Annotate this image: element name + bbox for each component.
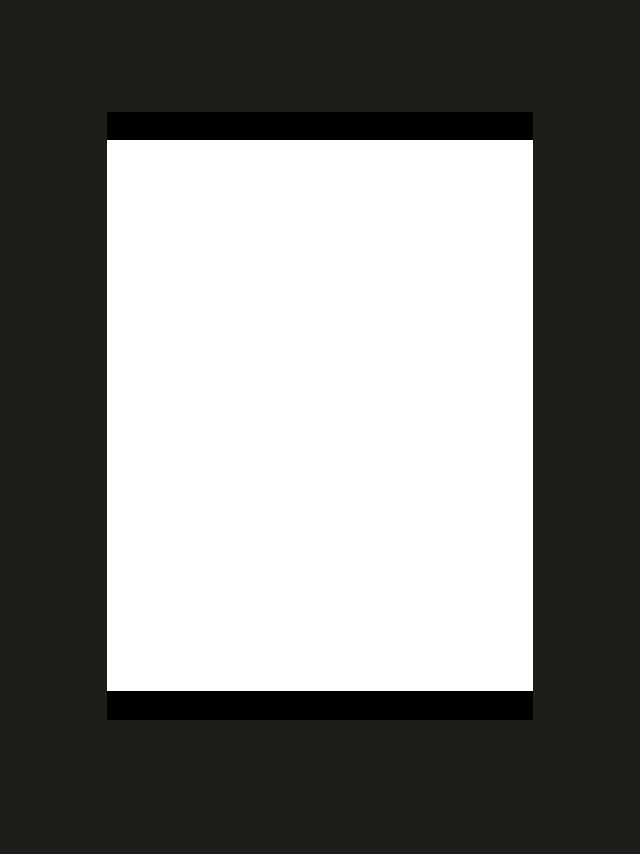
book-page[interactable] <box>107 140 533 691</box>
apple-books-logo-graphic <box>190 724 450 849</box>
apple-books-logo <box>190 724 450 849</box>
page-text <box>160 232 483 240</box>
